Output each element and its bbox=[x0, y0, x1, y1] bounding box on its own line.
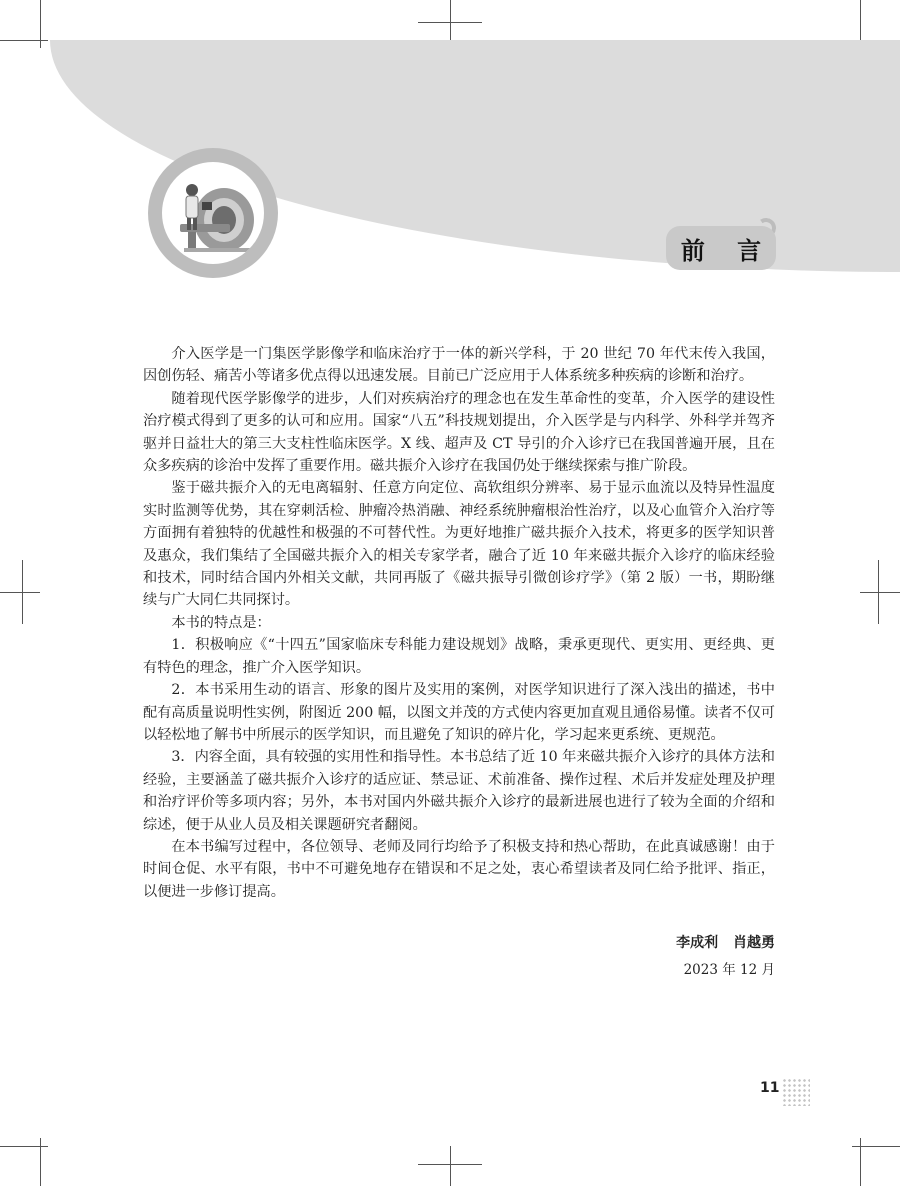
crop-mark bbox=[860, 592, 900, 593]
crop-mark bbox=[418, 1164, 482, 1165]
crop-mark bbox=[0, 1146, 48, 1147]
crop-mark bbox=[450, 1146, 451, 1186]
crop-mark bbox=[0, 592, 40, 593]
crop-mark bbox=[418, 22, 482, 23]
paragraph: 在本书编写过程中，各位领导、老师及同行均给予了积极支持和热心帮助，在此真诚感谢！由于时间仓促、水平有限，书中不可避免地存在错误和不足之处，衷心希望读者及同仁给予批评、指正，以便进一步修订提高。 bbox=[143, 838, 775, 900]
signature-date: 2023 年 12 月 bbox=[683, 962, 775, 978]
paragraph: 介入医学是一门集医学影像学和临床治疗于一体的新兴学科，于 20 世纪 70 年代末传入我国，因创伤轻、痛苦小等诸多优点得以迅速发展。目前已广泛应用于人体系统多种疾病的诊断和治疗。 bbox=[143, 346, 775, 385]
illustration-medallion bbox=[162, 162, 264, 264]
mri-scanner-icon bbox=[162, 162, 264, 264]
paragraph: 鉴于磁共振介入的无电离辐射、任意方向定位、高软组织分辨率、易于显示血流以及特异性温度实时监测等优势，其在穿刺活检、肿瘤冷热消融、神经系统肿瘤根治性治疗，以及心血管介入治疗等方面拥有着独特的优越性和极强的不可替代性。为更好地推广磁共振介入技术，将更多的医学知识普及惠众，我们集结了全国磁共振介入的相关专家学者，融合了近 10 年来磁共振介入诊疗的临床经验和技术，同时结合国内外相关文献，共同再版了《磁共振导引微创诊疗学》（第 2 版）一书，期盼继续与广大同仁共同探讨。 bbox=[143, 480, 775, 609]
paragraph: 随着现代医学影像学的进步，人们对疾病治疗的理念也在发生革命性的变革，介入医学的建设性治疗模式得到了更多的认可和应用。国家“八五”科技规划提出，介入医学是与内科学、外科学并驾齐驱并日益壮大的第三大支柱性临床医学。X 线、超声及 CT 导引的介入诊疗已在我国普遍开展，且在众多疾病的诊治中发挥了重要作用。磁共振介入诊疗在我国仍处于继续探索与推广阶段。 bbox=[143, 390, 775, 475]
crop-mark bbox=[852, 1146, 900, 1147]
preface-body bbox=[143, 343, 775, 903]
paragraph: 3．内容全面，具有较强的实用性和指导性。本书总结了近 10 年来磁共振介入诊疗的具体方法和经验，主要涵盖了磁共振介入诊疗的适应证、禁忌证、术前准备、操作过程、术后并发症处理及护理和治疗评价等多项内容；另外，本书对国内外磁共振介入诊疗的最新进展也进行了较为全面的介绍和综述，便于从业人员及相关课题研究者翻阅。 bbox=[143, 749, 775, 833]
page-number: 11 bbox=[760, 1080, 780, 1096]
crop-mark bbox=[450, 0, 451, 40]
dot-pattern-decoration bbox=[782, 1078, 810, 1106]
crop-mark bbox=[0, 40, 48, 41]
page-title: 前 言 bbox=[666, 226, 776, 270]
paragraph: 1．积极响应《“十四五”国家临床专科能力建设规划》战略，秉承更现代、更实用、更经典、更有特色的理念，推广介入医学知识。 bbox=[143, 637, 775, 676]
paragraph: 2．本书采用生动的语言、形象的图片及实用的案例，对医学知识进行了深入浅出的描述，书中配有高质量说明性实例，附图近 200 幅，以图文并茂的方式使内容更加直观且通俗易懂。读者不仅可以轻松地了解书中所展示的医学知识，而且避免了知识的碎片化，学习起来更系统、更规范。 bbox=[143, 682, 775, 743]
paragraph: 本书的特点是： bbox=[171, 614, 271, 631]
author-signature: 李成利 肖越勇 bbox=[676, 935, 775, 951]
